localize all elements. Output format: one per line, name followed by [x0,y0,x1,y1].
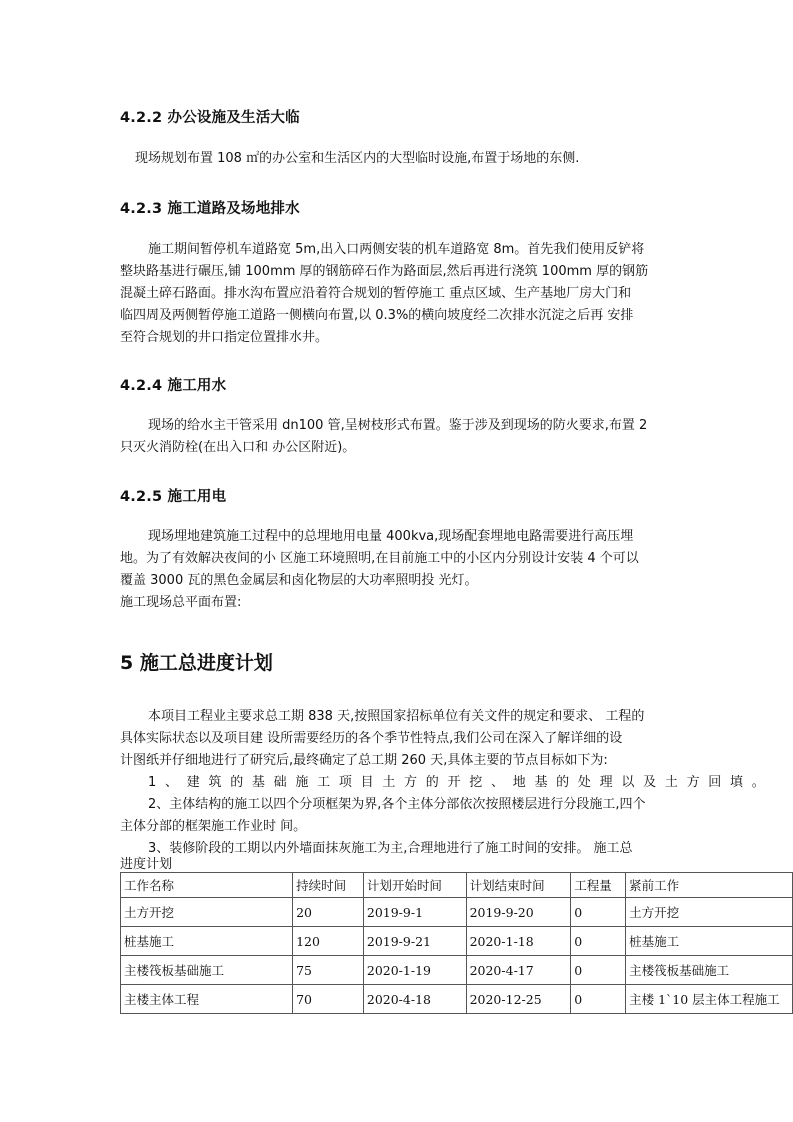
table-cell: 0 [571,927,626,956]
table-header-cell: 计划结束时间 [466,873,571,898]
paragraph-line: 计图纸并仔细地进行了研究后,最终确定了总工期 260 天,具体主要的节点目标如下为: [120,753,608,768]
paragraph-line: 整块路基进行碾压,铺 100mm 厚的钢筋碎石作为路面层,然后再进行浇筑 100mm 厚的钢筋 [120,264,649,279]
paragraph-line: 1 、 建 筑 的 基 础 施 工 项 目 土 方 的 开 挖 、 地 基 的 处 理 以 及 土 方 回 填 。 [148,775,768,790]
paragraph-line: 现场的给水主干管采用 dn100 管,呈树枝形式布置。鉴于涉及到现场的防火要求,布置 2 [148,418,648,433]
paragraph-line: 2、主体结构的施工以四个分项框架为界,各个主体分部依次按照楼层进行分段施工,四个 [148,797,646,812]
table-cell: 2020-1-19 [363,956,466,985]
table-row [121,927,793,956]
table-cell: 120 [293,927,364,956]
paragraph-line: 施工期间暂停机车道路宽 5m,出入口两侧安装的机车道路宽 8m。首先我们使用反铲将 [148,242,645,257]
paragraph-line: 现场埋地建筑施工过程中的总埋地用电量 400kva,现场配套埋地电路需要进行高压埋 [148,529,634,544]
paragraph-line: 只灭火消防栓(在出入口和 办公区附近)。 [120,440,356,455]
table-cell: 主楼主体工程 [121,985,293,1014]
table-cell: 70 [293,985,364,1014]
section-heading-4-2-2: 4.2.2 办公设施及生活大临 [120,110,300,126]
table-cell: 桩基施工 [626,927,793,956]
table-cell: 2020-1-18 [466,927,571,956]
chapter-heading-5: 5 施工总进度计划 [120,652,273,674]
paragraph-line: 施工现场总平面布置: [120,595,242,610]
paragraph-4-2-2: 现场规划布置 108 ㎡的办公室和生活区内的大型临时设施,布置于场地的东侧. [135,151,580,166]
section-heading-4-2-5: 4.2.5 施工用电 [120,489,227,505]
paragraph-line: 覆盖 3000 瓦的黑色金属层和卤化物层的大功率照明投 光灯。 [120,573,478,588]
table-cell: 75 [293,956,364,985]
table-cell: 土方开挖 [626,898,793,927]
table-cell: 2019-9-20 [466,898,571,927]
paragraph-line: 3、装修阶段的工期以内外墙面抹灰施工为主,合理地进行了施工时间的安排。 施工总 [148,841,633,856]
schedule-table [120,872,793,1014]
section-heading-4-2-3: 4.2.3 施工道路及场地排水 [120,201,300,217]
table-cell: 0 [571,898,626,927]
paragraph-line: 主体分部的框架施工作业时 间。 [120,819,307,834]
section-heading-4-2-4: 4.2.4 施工用水 [120,378,227,394]
table-cell: 0 [571,985,626,1014]
table-cell: 主楼 1`10 层主体工程施工 [626,985,793,1014]
table-cell: 20 [293,898,364,927]
table-header-cell: 紧前工作 [626,873,793,898]
paragraph-line: 混凝土碎石路面。排水沟布置应沿着符合规划的暂停施工 重点区域、生产基地厂房大门和 [120,286,632,301]
table-cell: 2020-4-18 [363,985,466,1014]
table-cell: 2019-9-21 [363,927,466,956]
paragraph-line: 地。为了有效解决夜间的小 区施工环境照明,在目前施工中的小区内分别设计安装 4 个可以 [120,551,639,566]
paragraph-line: 至符合规划的井口指定位置排水井。 [120,330,329,345]
table-cell: 主楼筏板基础施工 [626,956,793,985]
table-cell: 主楼筏板基础施工 [121,956,293,985]
table-header-cell: 工程量 [571,873,626,898]
table-row [121,956,793,985]
table-cell: 2020-4-17 [466,956,571,985]
paragraph-line: 具体实际状态以及项目建 设所需要经历的各个季节性特点,我们公司在深入了解详细的设 [120,731,623,746]
paragraph-line: 进度计划 [120,857,173,872]
table-header-row [121,873,793,898]
table-cell: 2020-12-25 [466,985,571,1014]
table-cell: 土方开挖 [121,898,293,927]
paragraph-line: 临四周及两侧暂停施工道路一侧横向布置,以 0.3%的横向坡度经二次排水沉淀之后再 安排 [120,308,634,323]
table-cell: 2019-9-1 [363,898,466,927]
table-header-cell: 持续时间 [293,873,364,898]
table-cell: 桩基施工 [121,927,293,956]
table-row [121,985,793,1014]
paragraph-line: 本项目工程业主要求总工期 838 天,按照国家招标单位有关文件的规定和要求、 工程的 [148,709,645,724]
table-cell: 0 [571,956,626,985]
table-header-cell: 计划开始时间 [363,873,466,898]
table-header-cell: 工作名称 [121,873,293,898]
table-row [121,898,793,927]
